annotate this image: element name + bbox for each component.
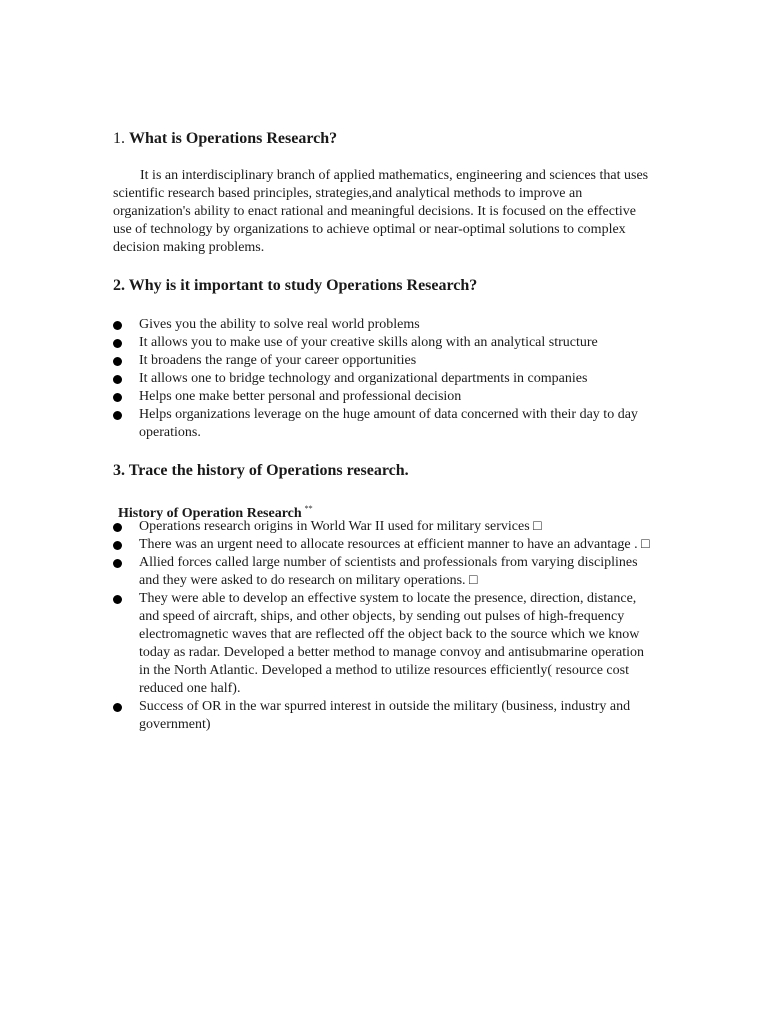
list-item: They were able to develop an effective system to locate the presence, direction, distance, and speed of aircraft, ships, and other objects, by sending out pulses of high-frequency electromagnetic waves that are reflected off the object back to the source which we know today as radar. Developed a better method to manage convoy and antisubmarine operation in the North Atlantic. Developed a method to utilize resources efficiently( resource cost reduced one half). (113, 590, 658, 698)
list-item: Allied forces called large number of scientists and professionals from varying disciplines and they were asked to do research on military operations. □ (113, 554, 658, 590)
bullet-icon (113, 321, 122, 330)
section-2-bullet-list (113, 316, 658, 442)
history-subheading-text: History of Operation Research (118, 506, 302, 521)
list-item: There was an urgent need to allocate resources at efficient manner to have an advantage . □ (113, 536, 658, 554)
section-1-paragraph: It is an interdisciplinary branch of applied mathematics, engineering and sciences that uses scientific research based principles, strategies,and analytical methods to improve an organization's ability to enact rational and meaningful decisions. It is focused on the effective use of technology by organizations to achieve optimal or near-optimal solutions to complex decision making problems. (113, 168, 649, 255)
list-item: It broadens the range of your career opportunities (113, 352, 658, 370)
bullet-icon (113, 357, 122, 366)
list-item: Operations research origins in World War II used for military services □ (113, 518, 658, 536)
bullet-icon (113, 339, 122, 348)
list-item: Helps one make better personal and professional decision (113, 388, 658, 406)
list-item: It allows you to make use of your creative skills along with an analytical structure (113, 334, 658, 352)
bullet-icon (113, 595, 122, 604)
section-1-title: What is Operations Research? (129, 130, 338, 147)
list-item: Gives you the ability to solve real world problems (113, 316, 658, 334)
section-3-bullet-list (113, 518, 658, 734)
list-item: Success of OR in the war spurred interest in outside the military (business, industry and government) (113, 698, 658, 734)
bullet-icon (113, 523, 122, 532)
list-item: It allows one to bridge technology and organizational departments in companies (113, 370, 658, 388)
history-subheading-mark: ** (304, 504, 313, 513)
bullet-icon (113, 703, 122, 712)
section-1-heading (113, 129, 337, 149)
bullet-icon (113, 393, 122, 402)
section-1-number: 1. (113, 130, 125, 147)
bullet-icon (113, 375, 122, 384)
bullet-icon (113, 541, 122, 550)
list-item: Helps organizations leverage on the huge amount of data concerned with their day to day operations. (113, 406, 658, 442)
section-2-heading: 2. Why is it important to study Operations Research? (113, 277, 478, 294)
bullet-icon (113, 559, 122, 568)
bullet-icon (113, 411, 122, 420)
section-3-heading: 3. Trace the history of Operations research. (113, 462, 409, 479)
